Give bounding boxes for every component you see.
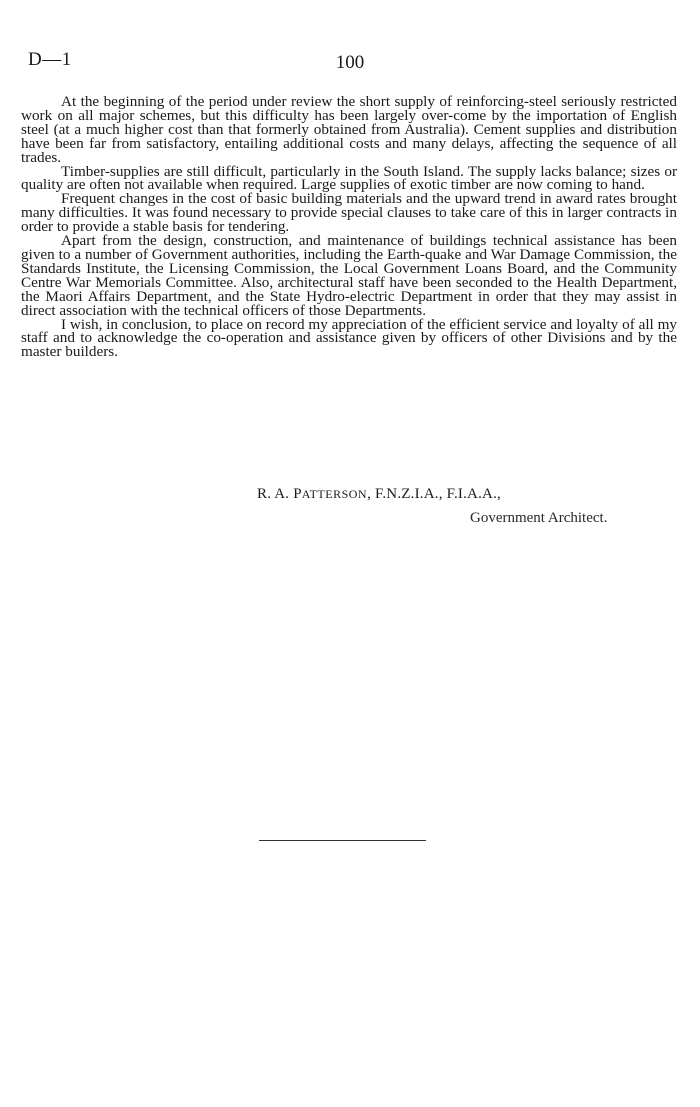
paragraph-technical-assistance: Apart from the design, construction, and maintenance of buildings technical assistance has been given to a number of Government authorities, including the Earth-quake and War Damage Commission, the Standards Institute, the Licensing Commission, the Local Government Loans Board, and the Community Centre War Memorials Committee. Also, architectural staff have been seconded to the Health Department, the Maori Affairs Department, and the State Hydro-electric Department in order that they may assist in direct association with the technical officers of those Departments. <box>21 232 677 319</box>
signature-name <box>257 486 501 503</box>
paragraph-timber-supplies: Timber-supplies are still difficult, particularly in the South Island. The supply lacks balance; sizes or quality are often not available when required. Large supplies of exotic timber are now coming to hand. <box>21 162 677 194</box>
signature-name-prefix: R. A. P <box>257 486 302 502</box>
paragraph-reinforcing-steel: At the beginning of the period under review the short supply of reinforcing-steel seriously restricted work on all major schemes, but this difficulty has been largely over-come by the importation of English steel (at a much higher cost than that formerly obtained from Australia). Cement supplies and distribution have been far from satisfactory, entailing additional costs and many delays, affecting the sequence of all trades. <box>21 93 677 166</box>
report-body <box>21 95 677 359</box>
signature-title: Government Architect. <box>470 510 608 526</box>
paragraph-cost-changes: Frequent changes in the cost of basic building materials and the upward trend in award rates brought many difficulties. It was found necessary to provide special clauses to take care of this in larger contracts in order to provide a stable basis for tendering. <box>21 190 677 236</box>
closing-rule <box>259 840 426 841</box>
page-reference: D—1 <box>28 49 72 70</box>
signature-qualifications: , F.N.Z.I.A., F.I.A.A., <box>367 486 501 502</box>
signature-name-rest: ATTERSON <box>301 487 368 501</box>
paragraph-conclusion: I wish, in conclusion, to place on record my appreciation of the efficient service and loyalty of all my staff and to acknowledge the co-operation and assistance given by officers of other Divisions and by the master builders. <box>21 315 677 361</box>
page-number: 100 <box>335 52 365 73</box>
